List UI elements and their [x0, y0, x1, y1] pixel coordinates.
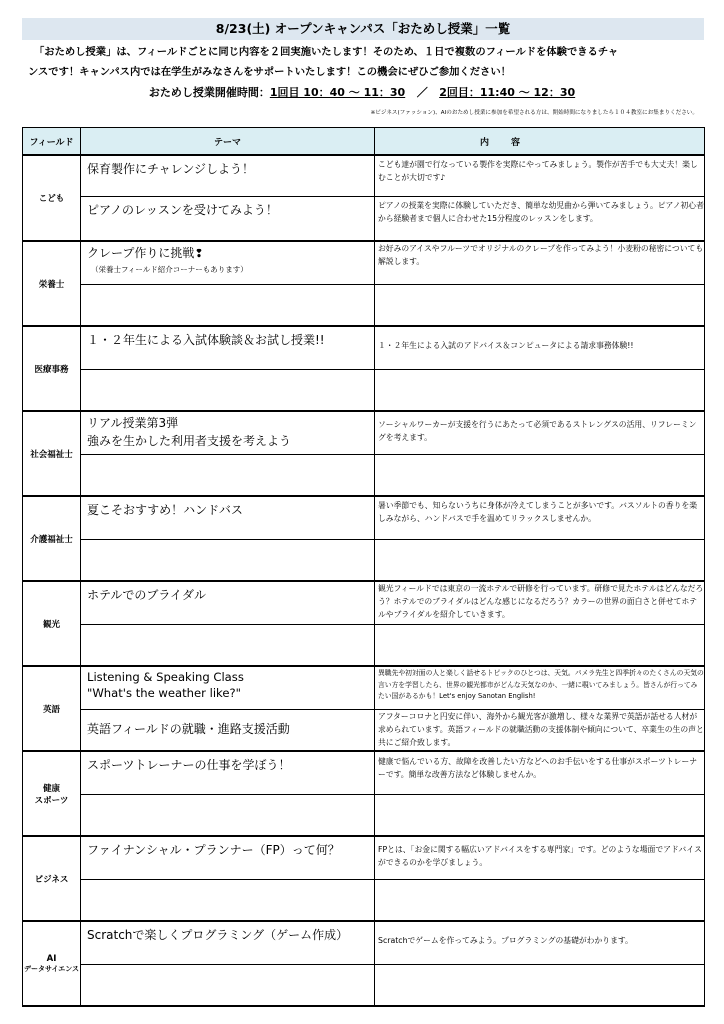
field-kankou: 観光: [23, 581, 81, 666]
table-row: [23, 369, 705, 411]
table-row: [23, 155, 705, 196]
table-row: [23, 964, 705, 1006]
theme-cell: ホテルでのブライダル: [87, 588, 207, 602]
theme-cell: リアル授業第3弾 強みを生かした利用者支援を考えよう: [87, 416, 292, 448]
empty-theme-cell: [81, 539, 375, 581]
content-cell: アフターコロナと円安に伴い、海外から観光客が激増し、様々な業界で英語が話せる人材が求められています。英語フィールドの就職活動の支援体制や傾向について、卒業生の生の声と共にご紹介致します。: [378, 711, 704, 747]
table-row: [23, 284, 705, 326]
field-ai: AI データサイエンス: [23, 921, 81, 1006]
table-row: [23, 581, 705, 624]
time-slot-1: 1回目 10：40 ～ 11：30: [269, 86, 406, 99]
theme-cell: Listening & Speaking Class "What's the weather like?": [87, 670, 244, 700]
time-slot-2: 2回目：11:40 ～ 12：30: [439, 86, 576, 99]
field-eiyoushi: 栄養士: [23, 241, 81, 326]
table-row: [23, 411, 705, 454]
empty-content-cell: [375, 539, 705, 581]
empty-theme-cell: [81, 964, 375, 1006]
empty-content-cell: [375, 624, 705, 666]
theme-cell: 夏こそおすすめ！ハンドバス: [87, 503, 243, 517]
content-cell: Scratchでゲームを作ってみよう。プログラミングの基礎がわかります。: [378, 936, 633, 945]
empty-theme-cell: [81, 454, 375, 496]
table-row: [23, 241, 705, 284]
field-eigo: 英語: [23, 666, 81, 751]
table-row: [23, 921, 705, 964]
theme-cell: ピアノのレッスンを受けてみよう！: [87, 202, 278, 217]
intro-text: [28, 42, 698, 82]
empty-theme-cell: [81, 879, 375, 921]
content-cell: こども達が園で行なっている製作を実際にやってみましょう。製作が苦手でも大丈夫！楽しむことが大切です♪: [378, 160, 698, 182]
empty-content-cell: [375, 454, 705, 496]
content-cell: 健康で悩んでいる方、故障を改善したい方などへのお手伝いをする仕事がスポーツトレーナーです。簡単な改善方法など体験しませんか。: [378, 757, 698, 779]
empty-content-cell: [375, 284, 705, 326]
content-cell: FPとは、「お金に関する幅広いアドバイスをする専門家」です。どのような場面でアドバイスができるのかを学びましょう。: [378, 845, 702, 867]
table-row: [23, 496, 705, 539]
theme-cell: クレープ作りに挑戦❢ （栄養士フィールド紹介コーナーもあります）: [81, 242, 374, 277]
empty-theme-cell: [81, 369, 375, 411]
header-field: フィールド: [23, 128, 81, 156]
table-row: [23, 836, 705, 879]
table-row: [23, 196, 705, 241]
field-kaigo: 介護福祉士: [23, 496, 81, 581]
field-iryou: 医療事務: [23, 326, 81, 411]
theme-cell: ファイナンシャル・プランナー（FP）って何？: [87, 843, 340, 857]
content-cell: ピアノの授業を実際に体験していただき、簡単な幼児曲から弾いてみましょう。ピアノ初心者から経験者まで個人に合わせた15分程度のレッスンをします。: [378, 200, 704, 223]
table-row: [23, 794, 705, 836]
content-cell: 暑い季節でも、知らないうちに身体が冷えてしまうことが多いです。バスソルトの香りを楽しみながら、ハンドバスで手を温めてリラックスしませんか。: [378, 501, 698, 523]
time-separator: ／: [416, 86, 428, 99]
table-row: [23, 624, 705, 666]
theme-cell: 英語フィールドの就職・進路支援活動: [87, 721, 290, 736]
class-table: [22, 127, 705, 1007]
empty-theme-cell: [81, 624, 375, 666]
empty-content-cell: [375, 879, 705, 921]
theme-cell: 保育製作にチャレンジしよう！: [87, 162, 255, 176]
field-kenkou: 健康 スポーツ: [23, 751, 81, 836]
content-cell: ソーシャルワーカーが支援を行うにあたって必須であるストレングスの活用、リフレーミングを考えます。: [378, 420, 697, 442]
table-row: [23, 666, 705, 709]
content-cell: 観光フィールドでは東京の一流ホテルで研修を行っています。研修で見たホテルはどんなだろう？ホテルでのブライダルはどんな感じになるだろう？カラーの世界の面白さと併せてホテルやブライダルを紹介していきます。: [378, 584, 704, 619]
header-content: 内容: [375, 128, 705, 156]
content-cell: お好みのアイスやフルーツでオリジナルのクレープを作ってみよう！小麦粉の秘密についても解説します。: [378, 244, 704, 266]
theme-subnote: （栄養士フィールド紹介コーナーもあります）: [91, 265, 248, 274]
empty-content-cell: [375, 964, 705, 1006]
empty-content-cell: [375, 369, 705, 411]
table-row: [23, 454, 705, 496]
intro-line-1: 「おためし授業」は、フィールドごとに同じ内容を２回実施いたします！そのため、１日で複数のフィールドを体験できるチャ: [34, 46, 619, 58]
table-row: [23, 879, 705, 921]
theme-cell: Scratchで楽しくプログラミング（ゲーム作成）: [87, 928, 349, 942]
field-business: ビジネス: [23, 836, 81, 921]
empty-theme-cell: [81, 284, 375, 326]
times-label: おためし授業開催時間：: [148, 86, 270, 99]
header-theme: テーマ: [81, 128, 375, 156]
theme-cell: １・２年生による入試体験談＆お試し授業!!: [87, 333, 325, 347]
content-cell: １・２年生による入試のアドバイス＆コンピュータによる請求事務体験!!: [378, 341, 634, 350]
session-times: [0, 84, 724, 102]
content-cell: 異職先や初対面の人と楽しく話せるトピックのひとつは、天気。パメラ先生と四季折々のたくさんの天気の言い方を学習したら、世界の観光都市がどんな天気なのか、一緒に覗いてみましょう。皆さんが行ってみたい国があるかも！Let's enjoy Sanotan English!: [378, 669, 704, 700]
exclamation-icon: ❢: [194, 247, 204, 260]
field-kodomo: こども: [23, 155, 81, 241]
venue-note: ※ビジネス(ファッション)、AIのおためし授業に参加を希望される方は、開始時間になりましたら１０４教室にお集まりください。: [370, 110, 698, 116]
theme-cell: スポーツトレーナーの仕事を学ぼう！: [87, 758, 291, 772]
table-row: [23, 326, 705, 369]
page-title: 8/23(土) オープンキャンパス「おためし授業」一覧: [22, 18, 704, 40]
table-row: [23, 709, 705, 751]
empty-content-cell: [375, 794, 705, 836]
table-header-row: [23, 128, 705, 156]
field-shakai: 社会福祉士: [23, 411, 81, 496]
table-row: [23, 751, 705, 794]
table-row: [23, 539, 705, 581]
empty-theme-cell: [81, 794, 375, 836]
intro-line-2: ンスです！キャンパス内では在学生がみなさんをサポートいたします！この機会にぜひご参加ください！: [28, 66, 511, 78]
